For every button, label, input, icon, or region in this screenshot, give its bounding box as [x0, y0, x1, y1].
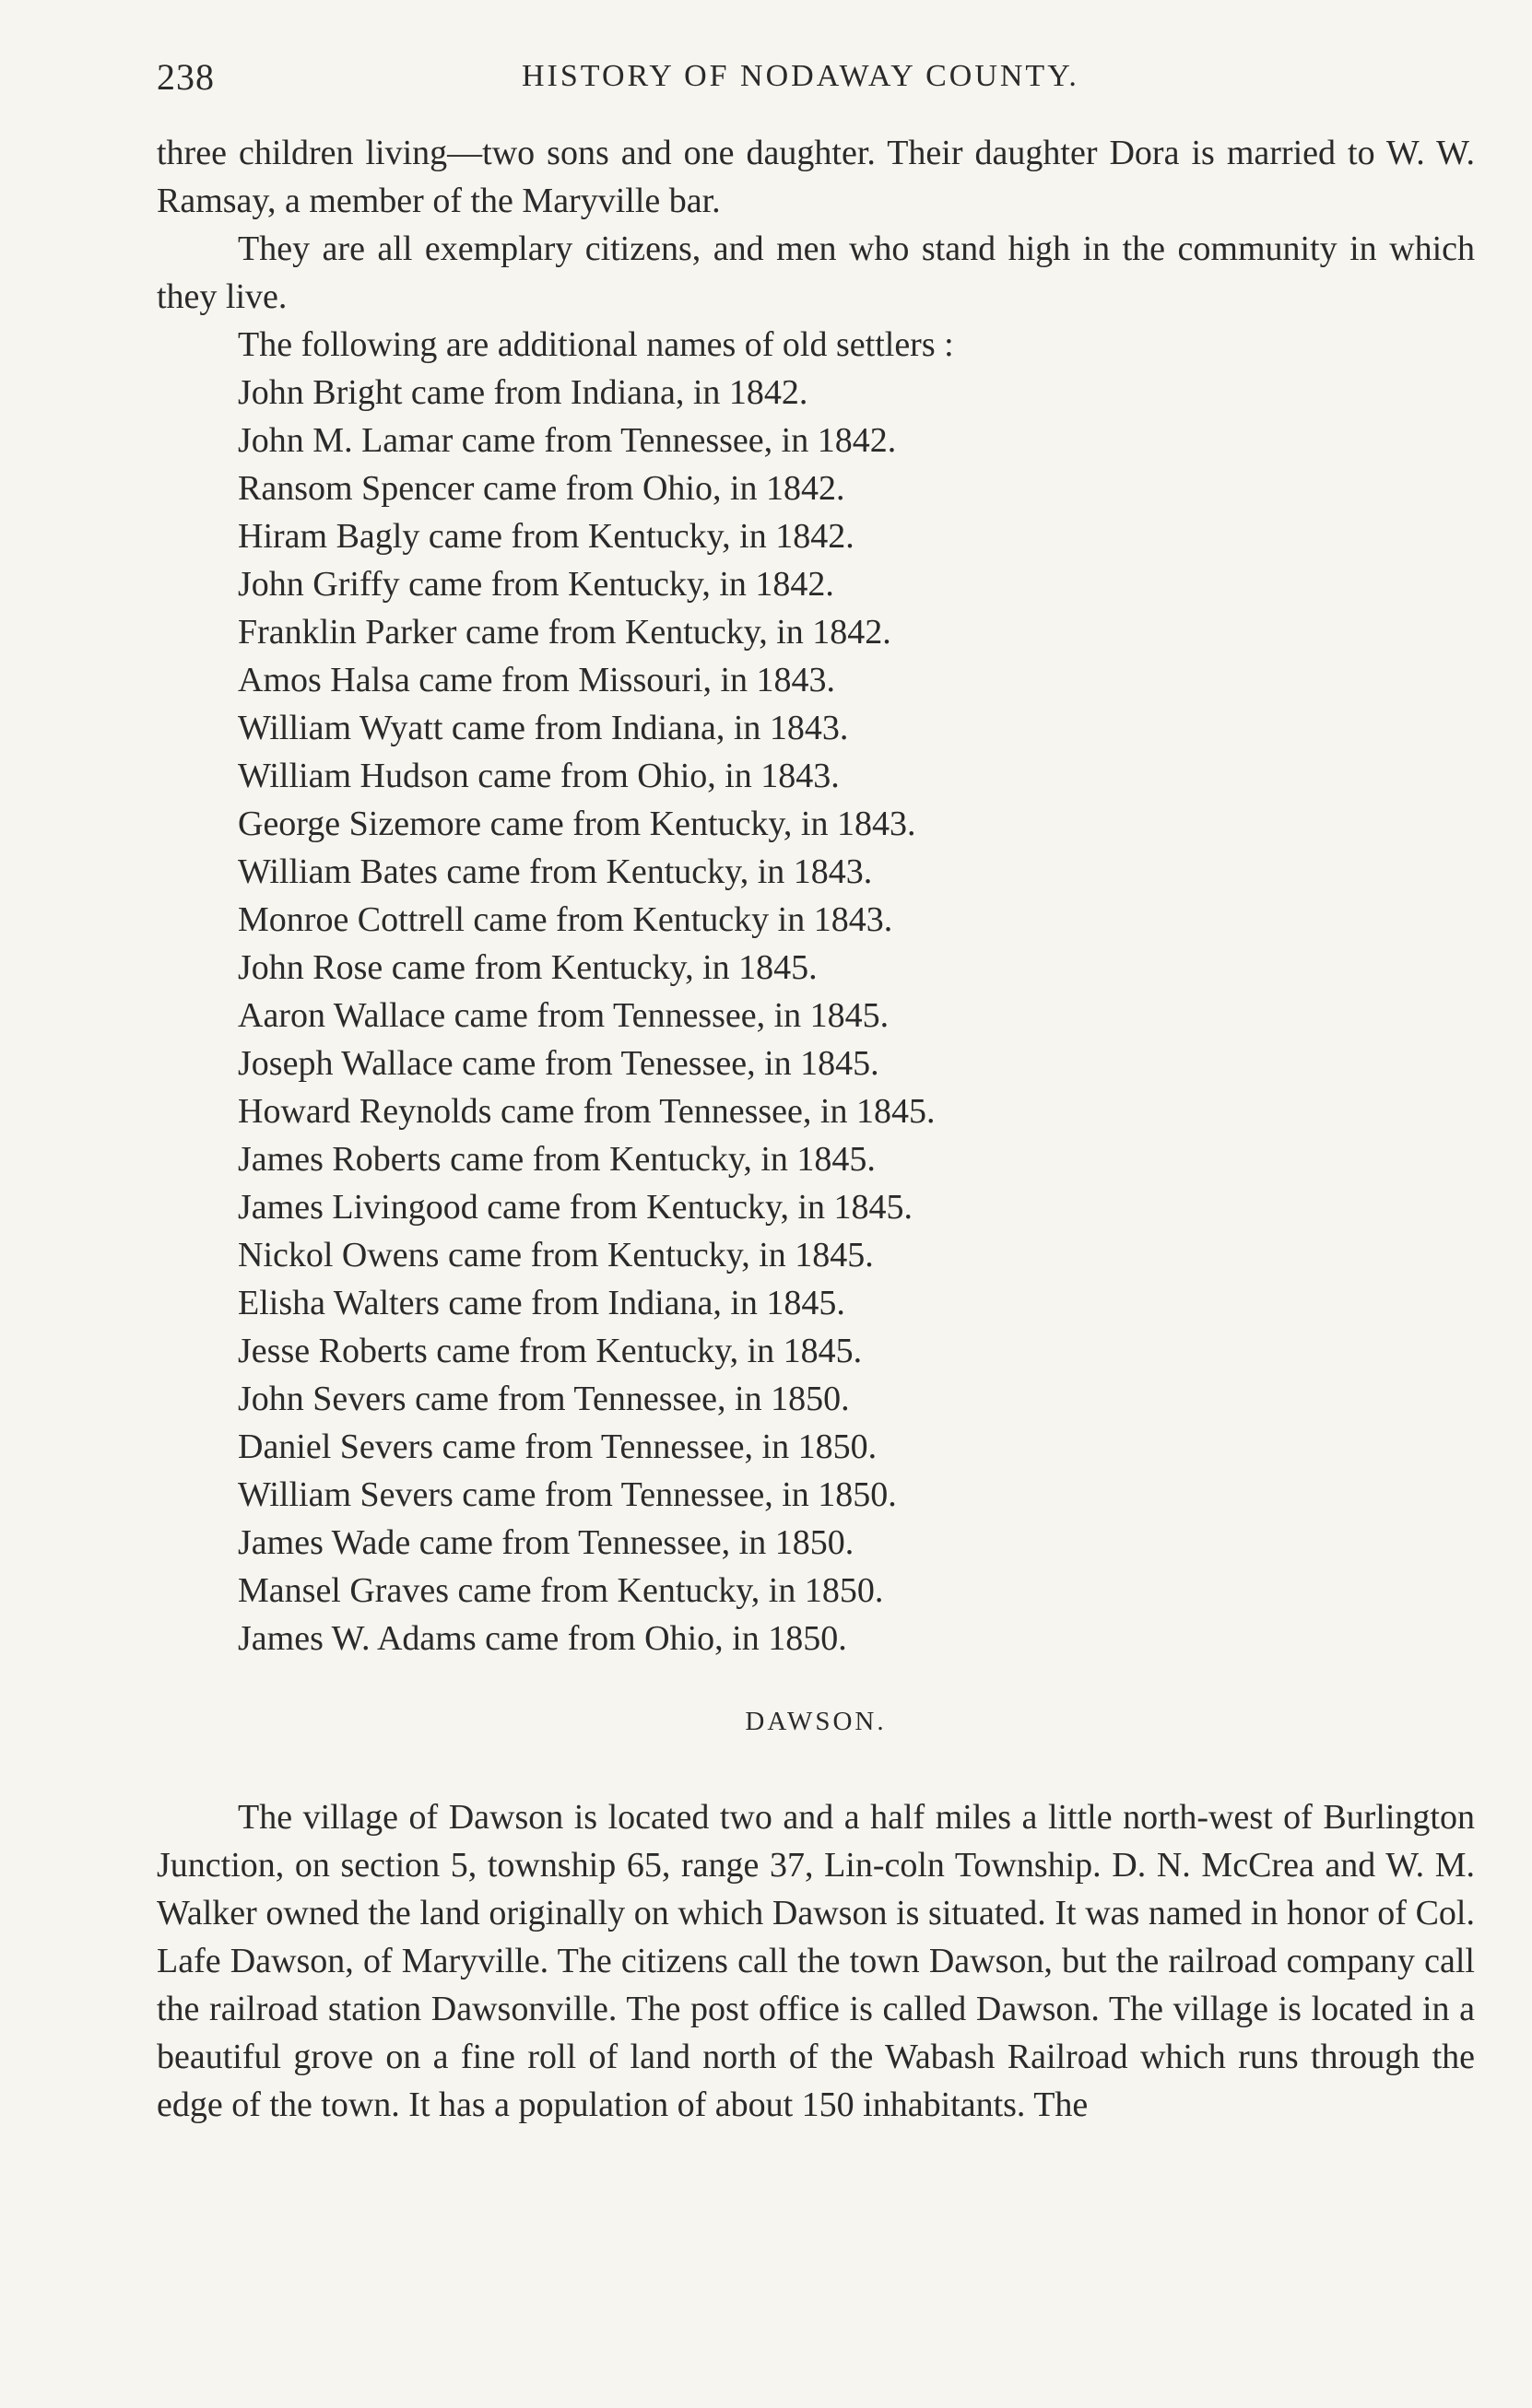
list-item: Nickol Owens came from Kentucky, in 1845. — [238, 1236, 874, 1274]
list-item: Amos Halsa came from Missouri, in 1843. — [238, 661, 836, 699]
list-item: James Livingood came from Kentucky, in 1845. — [238, 1188, 913, 1227]
running-title: HISTORY OF NODAWAY COUNTY. — [522, 59, 1079, 93]
list-item: William Severs came from Tennessee, in 1850. — [238, 1475, 897, 1514]
page-number: 238 — [157, 56, 215, 98]
list-item: James Roberts came from Kentucky, in 1845. — [238, 1140, 876, 1179]
list-item: Jesse Roberts came from Kentucky, in 1845. — [238, 1332, 863, 1370]
list-item: Monroe Cottrell came from Kentucky in 1843. — [238, 900, 893, 939]
list-item: William Wyatt came from Indiana, in 1843. — [238, 709, 849, 747]
list-item: Joseph Wallace came from Tenessee, in 1845. — [238, 1044, 879, 1083]
page-body — [157, 129, 1475, 2129]
list-item: Hiram Bagly came from Kentucky, in 1842. — [238, 517, 854, 556]
list-item: James W. Adams came from Ohio, in 1850. — [238, 1619, 847, 1658]
list-item: Elisha Walters came from Indiana, in 1845. — [238, 1284, 845, 1322]
list-item: John Severs came from Tennessee, in 1850. — [238, 1380, 850, 1418]
list-item: James Wade came from Tennessee, in 1850. — [238, 1523, 854, 1562]
list-item: Ransom Spencer came from Ohio, in 1842. — [238, 469, 845, 508]
settlers-list — [157, 369, 1475, 1662]
list-item: John Bright came from Indiana, in 1842. — [238, 373, 808, 412]
list-item: Franklin Parker came from Kentucky, in 1842. — [238, 613, 891, 652]
settlers-list-intro: The following are additional names of old settlers : — [238, 325, 954, 364]
section-heading-dawson: DAWSON. — [745, 1707, 887, 1736]
list-item: Daniel Severs came from Tennessee, in 1850. — [238, 1427, 878, 1466]
list-item: Aaron Wallace came from Tennessee, in 1845. — [238, 996, 890, 1035]
list-item: William Hudson came from Ohio, in 1843. — [238, 757, 840, 795]
list-item: Howard Reynolds came from Tennessee, in 1845. — [238, 1092, 936, 1131]
list-item: John Griffy came from Kentucky, in 1842. — [238, 565, 834, 604]
list-item: Mansel Graves came from Kentucky, in 1850. — [238, 1571, 884, 1610]
list-item: John M. Lamar came from Tennessee, in 1842. — [238, 421, 897, 460]
list-item: George Sizemore came from Kentucky, in 1843. — [238, 805, 916, 843]
dawson-paragraph: The village of Dawson is located two and a half miles a little north-west of Burlington Junction, on section 5, township 65, range 37, Lin-coln Township. D. N. McCrea and W. M. Walker owned the land originally on which Dawson is situated. It was named in honor of Col. Lafe Dawson, of Maryville. The citizens call the town Dawson, but the railroad company call the railroad station Dawsonville. The post office is called Dawson. The village is located in a beautiful grove on a fine roll of land north of the Wabash Railroad which runs through the edge of the town. It has a population of about 150 inhabitants. The — [157, 1798, 1475, 2124]
citizens-paragraph: They are all exemplary citizens, and men who stand high in the community in which they live. — [157, 229, 1475, 316]
page-header — [157, 55, 1466, 111]
continued-paragraph: three children living—two sons and one daughter. Their daughter Dora is married to W. W. Ramsay, a member of the Maryville bar. — [157, 134, 1475, 220]
list-item: John Rose came from Kentucky, in 1845. — [238, 948, 818, 987]
list-item: William Bates came from Kentucky, in 1843. — [238, 852, 873, 891]
